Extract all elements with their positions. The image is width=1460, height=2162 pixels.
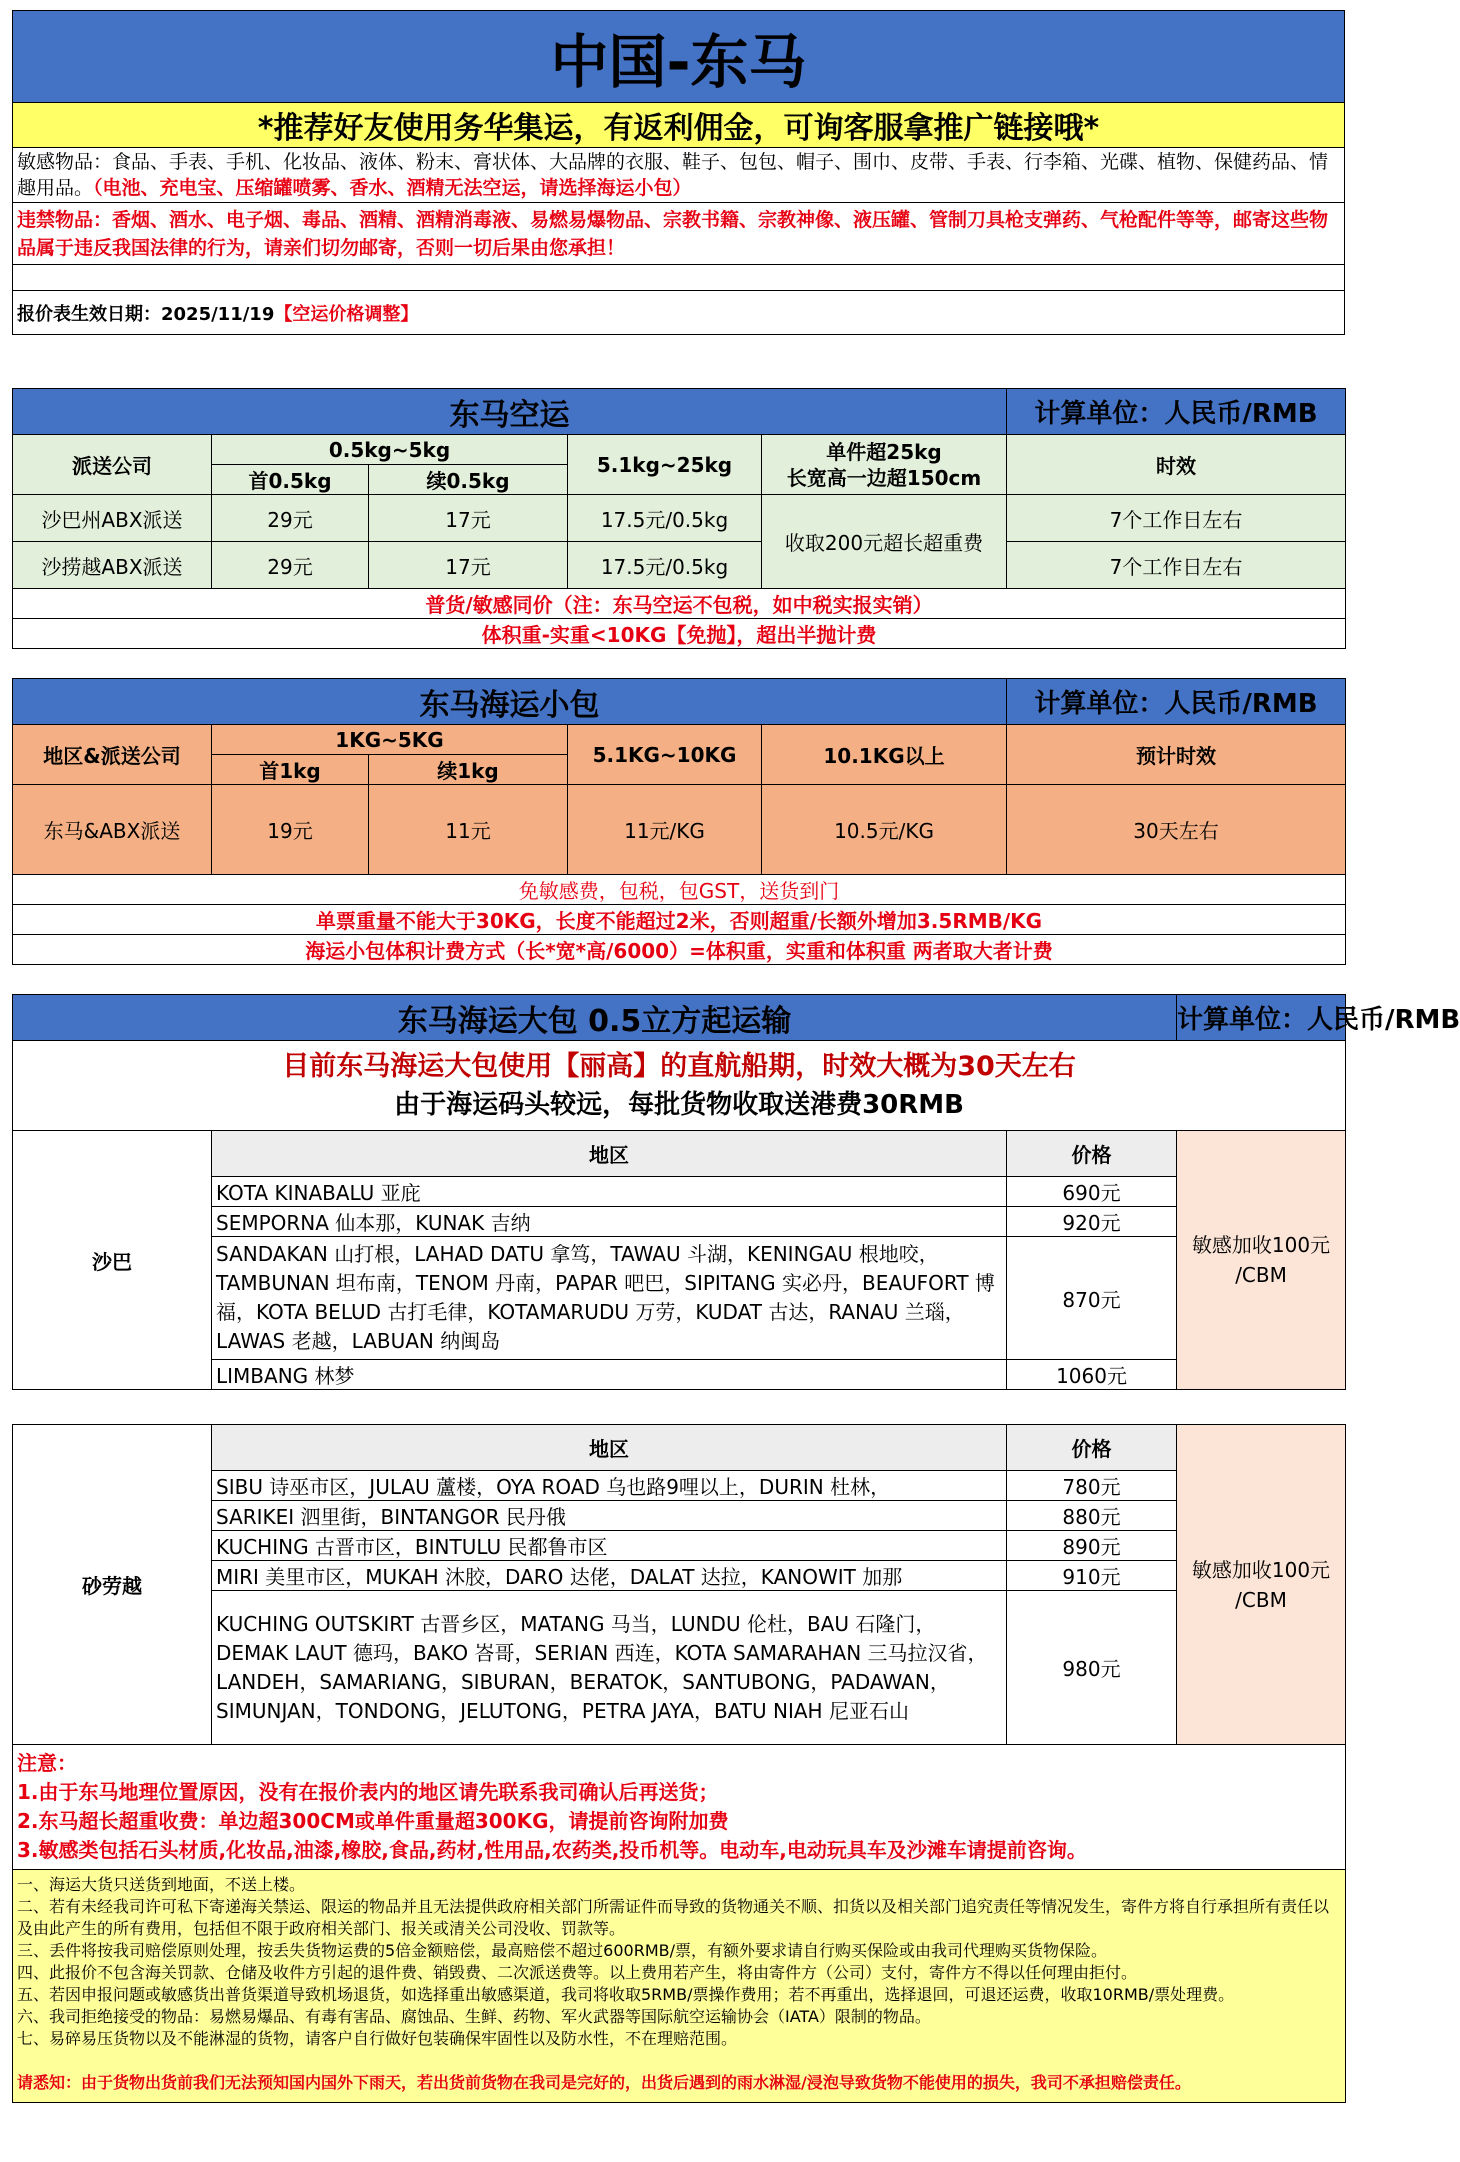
sarawak-col-area: 地区 [212,1425,1007,1471]
air-over-fee: 收取200元超长超重费 [762,495,1007,589]
sarawak-price: 880元 [1007,1501,1177,1531]
sarawak-section [12,1424,1345,2103]
table-row [13,1471,1346,1501]
notice-item: 1.由于东马地理位置原因，没有在报价表内的地区请先联系我司确认后再送货； [17,1780,719,1804]
air-col-company: 派送公司 [13,435,212,495]
table-row [13,495,1346,542]
sea-small-col-region: 地区&派送公司 [13,725,212,785]
table-row [13,1501,1346,1531]
air-first: 29元 [212,495,369,542]
sea-small-note-1: 免敏感费，包税，包GST，送货到门 [13,875,1346,905]
date-label: 报价表生效日期：2025/11/19 [17,303,275,325]
table-row [13,785,1346,875]
air-company: 沙捞越ABX派送 [13,542,212,589]
sea-small-col-time: 预计时效 [1007,725,1346,785]
air-col-range2: 5.1kg~25kg [568,435,762,495]
notice-box [13,1745,1346,1870]
air-note-1: 普货/敏感同价（注：东马空运不包税，如中税实报实销） [13,589,1346,619]
air-col-range1: 0.5kg~5kg [212,435,568,465]
air-col-time: 时效 [1007,435,1346,495]
air-section [12,388,1345,649]
air-company: 沙巴州ABX派送 [13,495,212,542]
sensitive-note: （电池、充电宝、压缩罐喷雾、香水、酒精无法空运，请选择海运小包） [93,177,692,199]
air-next: 17元 [369,495,568,542]
sea-small-title: 东马海运小包 [13,679,1007,725]
air-time: 7个工作日左右 [1007,542,1346,589]
sea-big-section [12,994,1460,1390]
table-row [13,1531,1346,1561]
sabah-surcharge: 敏感加收100元 /CBM [1177,1131,1346,1390]
sarawak-price: 980元 [1007,1591,1177,1745]
terms-box [13,1870,1346,2103]
sabah-price: 920元 [1007,1207,1177,1237]
table-row [13,1207,1346,1237]
air-col-first: 首0.5kg [212,465,369,495]
sea-small-col-next: 续1kg [369,755,568,785]
sabah-price: 870元 [1007,1237,1177,1360]
sea-big-info [13,1041,1346,1131]
air-col-next: 续0.5kg [369,465,568,495]
table-row [13,1561,1346,1591]
air-note-2: 体积重-实重<10KG【免抛】，超出半抛计费 [13,619,1346,649]
air-title: 东马空运 [13,389,1007,435]
sabah-col-price: 价格 [1007,1131,1177,1177]
sea-small-first: 19元 [212,785,369,875]
promo-banner: *推荐好友使用务华集运，有返利佣金，可询客服拿推广链接哦* [13,103,1345,148]
sea-small-col-first: 首1kg [212,755,369,785]
page-title: 中国-东马 [13,11,1345,103]
sarawak-col-price: 价格 [1007,1425,1177,1471]
sensitive-items [13,148,1345,203]
sabah-area: SANDAKAN 山打根，LAHAD DATU 拿笃，TAWAU 斗湖，KENINGAU 根地咬，TAMBUNAN 坦布南，TENOM 丹南，PAPAR 吧巴，SIPITANG 实必丹，BEAUFORT 博福，KOTA BELUD 古打毛律，KOTAMARUDU 万劳，KUDAT 古达，RANAU 兰瑙，LAWAS 老越，LABUAN 纳闽岛 [212,1237,1007,1360]
sea-small-mid: 11元/KG [568,785,762,875]
air-first: 29元 [212,542,369,589]
air-unit: 计算单位：人民币/RMB [1007,389,1346,435]
sea-small-next: 11元 [369,785,568,875]
sarawak-price: 890元 [1007,1531,1177,1561]
table-row [13,1237,1346,1360]
sarawak-area: SARIKEI 泗里街，BINTANGOR 民丹俄 [212,1501,1007,1531]
table-row [13,1591,1346,1745]
terms-item: 二、若有未经我司许可私下寄递海关禁运、限运的物品并且无法提供政府相关部门所需证件而导致的货物通关不顺、扣货以及相关部门追究责任等情况发生，寄件方将自行承担所有责任以及由此产生的所有费用，包括但不限于政府相关部门、报关或清关公司没收、罚款等。 [17,1897,1330,1938]
sea-small-col-range3: 10.1KG以上 [762,725,1007,785]
air-col-over: 单件超25kg 长宽高一边超150cm [762,435,1007,495]
terms-item: 六、我司拒绝接受的物品：易燃易爆品、有毒有害品、腐蚀品、生鲜、药物、军火武器等国际航空运输协会（IATA）限制的物品。 [17,2007,931,2026]
sarawak-area: MIRI 美里市区，MUKAH 沐胶，DARO 达佬，DALAT 达拉，KANOWIT 加那 [212,1561,1007,1591]
effective-date [13,291,1345,335]
notice-title: 注意： [17,1751,77,1775]
prohibited-items: 违禁物品：香烟、酒水、电子烟、毒品、酒精、酒精消毒液、易燃易爆物品、宗教书籍、宗教神像、液压罐、管制刀具枪支弹药、气枪配件等等，邮寄这些物品属于违反我国法律的行为，请亲们切勿邮寄，否则一切后果由您承担！ [13,203,1345,265]
sea-small-high: 10.5元/KG [762,785,1007,875]
terms-item: 七、易碎易压货物以及不能淋湿的货物，请客户自行做好包装确保牢固性以及防水性，不在理赔范围。 [17,2029,738,2048]
sarawak-surcharge: 敏感加收100元 /CBM [1177,1425,1346,1745]
sabah-price: 690元 [1007,1177,1177,1207]
sea-small-note-3: 海运小包体积计费方式（长*宽*高/6000）=体积重，实重和体积重 两者取大者计费 [13,935,1346,965]
sea-big-title: 东马海运大包 0.5立方起运输 [13,995,1177,1041]
notice-item: 2.东马超长超重收费：单边超300CM或单件重量超300KG，请提前咨询附加费 [17,1809,729,1833]
sarawak-region: 砂劳越 [13,1425,212,1745]
air-time: 7个工作日左右 [1007,495,1346,542]
sarawak-price: 910元 [1007,1561,1177,1591]
sea-small-unit: 计算单位：人民币/RMB [1007,679,1346,725]
sarawak-area: KUCHING 古晋市区，BINTULU 民都鲁市区 [212,1531,1007,1561]
terms-item: 五、若因申报问题或敏感货出普货渠道导致机场退货，如选择重出敏感渠道，我司将收取5RMB/票操作费用；若不再重出，选择退回，可退还运费，收取10RMB/票处理费。 [17,1985,1235,2004]
sea-small-note-2: 单票重量不能大于30KG，长度不能超过2米，否则超重/长额外增加3.5RMB/KG [13,905,1346,935]
sarawak-area: KUCHING OUTSKIRT 古晋乡区，MATANG 马当，LUNDU 伦杜，BAU 石隆门，DEMAK LAUT 德玛，BAKO 峇哥，SERIAN 西连，KOTA SAMARAHAN 三马拉汉省，LANDEH，SAMARIANG，SIBURAN，BERATOK，SANTUBONG，PADAWAN，SIMUNJAN，TONDONG，JELUTONG，PETRA JAYA，BATU NIAH 尼亚石山 [212,1591,1007,1745]
sabah-col-area: 地区 [212,1131,1007,1177]
sensitive-label: 敏感物品：食品、手表、手机、化妆品、液体、粉末、膏状体、大品牌的衣服、鞋子、包包、帽子、围巾、皮带、手表、行李箱、光碟、植物、保健药品、情趣用品。 [17,151,1329,199]
blank-row [13,265,1345,291]
table-row [13,1177,1346,1207]
sea-big-info-2: 由于海运码头较远，每批货物收取送港费30RMB [394,1089,964,1120]
sabah-area: SEMPORNA 仙本那，KUNAK 吉纳 [212,1207,1007,1237]
sabah-area: LIMBANG 林梦 [212,1360,1007,1390]
sea-small-time: 30天左右 [1007,785,1346,875]
terms-warning: 请悉知：由于货物出货前我们无法预知国内国外下雨天，若出货前货物在我司是完好的，出货后遇到的雨水淋湿/浸泡导致货物不能使用的损失，我司不承担赔偿责任。 [17,2073,1191,2092]
sabah-region: 沙巴 [13,1131,212,1390]
terms-item: 四、此报价不包含海关罚款、仓储及收件方引起的退件费、销毁费、二次派送费等。以上费用若产生，将由寄件方（公司）支付，寄件方不得以任何理由拒付。 [17,1963,1138,1982]
notice-item: 3.敏感类包括石头材质,化妆品,油漆,橡胶,食品,药材,性用品,农药类,投币机等。电动车,电动玩具车及沙滩车请提前咨询。 [17,1838,1087,1862]
air-next: 17元 [369,542,568,589]
sea-small-col-range2: 5.1KG~10KG [568,725,762,785]
sea-big-unit: 计算单位：人民币/RMB [1177,995,1346,1041]
terms-item: 一、海运大货只送货到地面，不送上楼。 [17,1875,306,1894]
sarawak-area: SIBU 诗巫市区，JULAU 蘆楼，OYA ROAD 乌也路9哩以上，DURIN 杜林， [212,1471,1007,1501]
header-section [12,10,1345,335]
air-mid: 17.5元/0.5kg [568,495,762,542]
sea-small-section [12,678,1345,965]
sea-small-col-range1: 1KG~5KG [212,725,568,755]
sarawak-price: 780元 [1007,1471,1177,1501]
terms-item: 三、丢件将按我司赔偿原则处理，按丢失货物运费的5倍金额赔偿，最高赔偿不超过600RMB/票，有额外要求请自行购买保险或由我司代理购买货物保险。 [17,1941,1108,1960]
date-note: 【空运价格调整】 [274,303,419,325]
sea-small-region: 东马&ABX派送 [13,785,212,875]
table-row [13,542,1346,589]
sabah-area: KOTA KINABALU 亚庇 [212,1177,1007,1207]
sabah-price: 1060元 [1007,1360,1177,1390]
table-row [13,1360,1346,1390]
sea-big-info-1: 目前东马海运大包使用【丽高】的直航船期，时效大概为30天左右 [282,1050,1076,1082]
air-mid: 17.5元/0.5kg [568,542,762,589]
